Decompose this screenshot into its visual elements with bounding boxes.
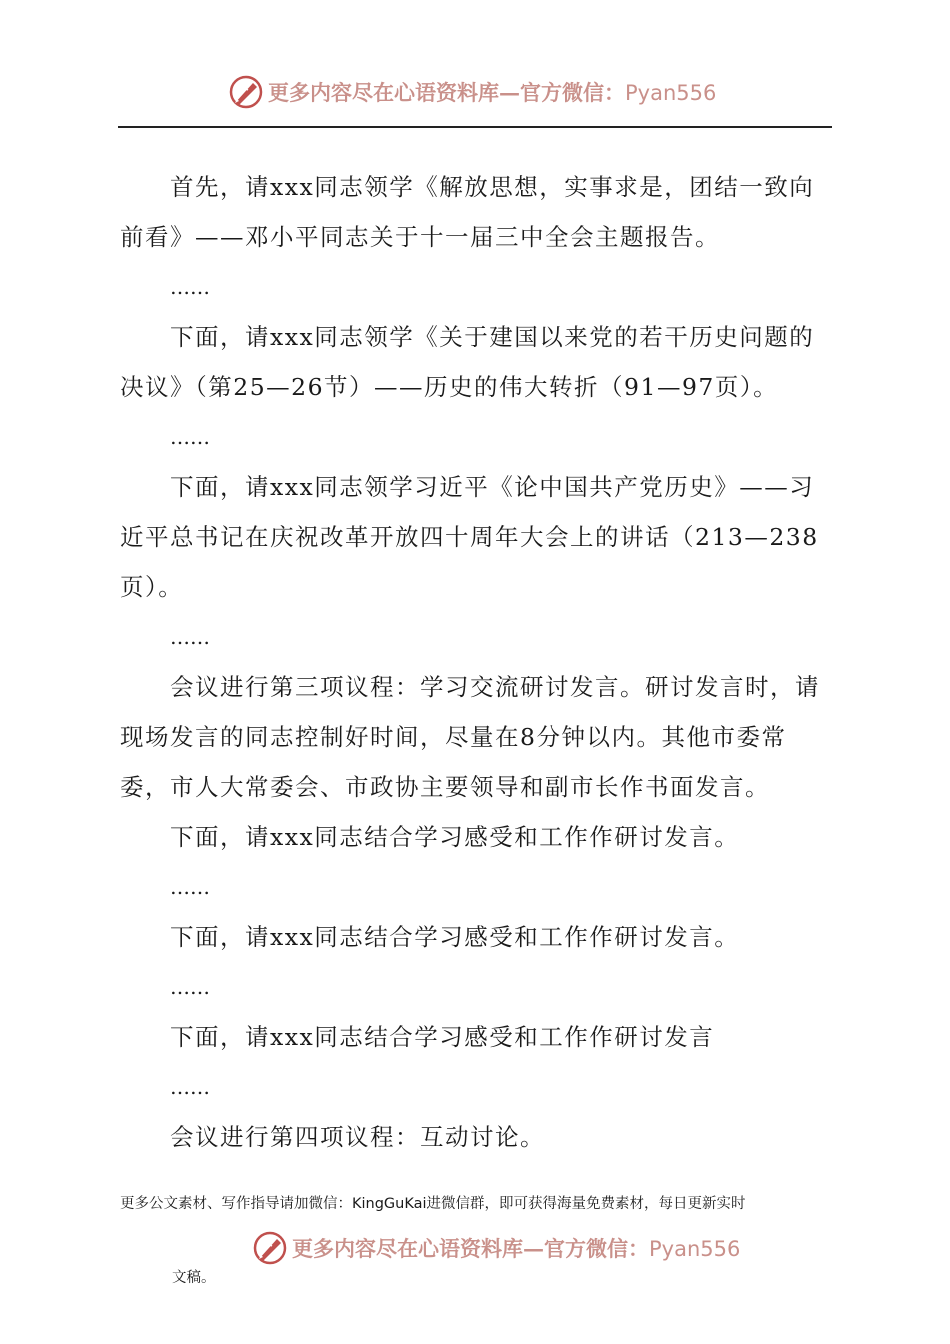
ellipsis-line: …… xyxy=(170,425,210,449)
ellipsis-line: …… xyxy=(170,875,210,899)
footer-note: 更多公文素材、写作指导请加微信：KingGuKai进微信群，即可获得海量免费素材，每日更新实时 xyxy=(120,1196,746,1212)
pen-logo-icon xyxy=(252,1230,288,1266)
ellipsis-line: …… xyxy=(170,975,210,999)
ellipsis-line: …… xyxy=(170,1075,210,1099)
header-rule xyxy=(118,126,832,128)
body-paragraph: 会议进行第三项议程：学习交流研讨发言。研讨发言时，请现场发言的同志控制好时间，尽量在8分钟以内。其他市委常委，市人大常委会、市政协主要领导和副市长作书面发言。 xyxy=(120,673,820,801)
body-paragraph: 会议进行第四项议程：互动讨论。 xyxy=(170,1123,545,1151)
pen-logo-icon xyxy=(228,74,264,110)
body-paragraph: 首先，请xxx同志领学《解放思想，实事求是，团结一致向前看》——邓小平同志关于十一届三中全会主题报告。 xyxy=(120,173,815,251)
body-paragraph: 下面，请xxx同志领学习近平《论中国共产党历史》——习近平总书记在庆祝改革开放四十周年大会上的讲话（213—238页）。 xyxy=(120,473,819,601)
document-body xyxy=(120,162,832,1162)
watermark-footer xyxy=(252,1230,740,1266)
ellipsis-line: …… xyxy=(170,275,210,299)
body-paragraph: 下面，请xxx同志结合学习感受和工作作研讨发言。 xyxy=(170,823,740,851)
body-paragraph: 下面，请xxx同志领学《关于建国以来党的若干历史问题的决议》（第25—26节）——历史的伟大转折（91—97页）。 xyxy=(120,323,815,401)
watermark-header xyxy=(228,74,716,110)
footer-note-continued: 文稿。 xyxy=(172,1270,216,1286)
body-paragraph: 下面，请xxx同志结合学习感受和工作作研讨发言。 xyxy=(170,923,740,951)
watermark-text: 更多内容尽在心语资料库—官方微信：Pyan556 xyxy=(292,1236,741,1261)
body-paragraph: 下面，请xxx同志结合学习感受和工作作研讨发言 xyxy=(170,1023,715,1051)
watermark-text: 更多内容尽在心语资料库—官方微信：Pyan556 xyxy=(268,80,717,105)
ellipsis-line: …… xyxy=(170,625,210,649)
